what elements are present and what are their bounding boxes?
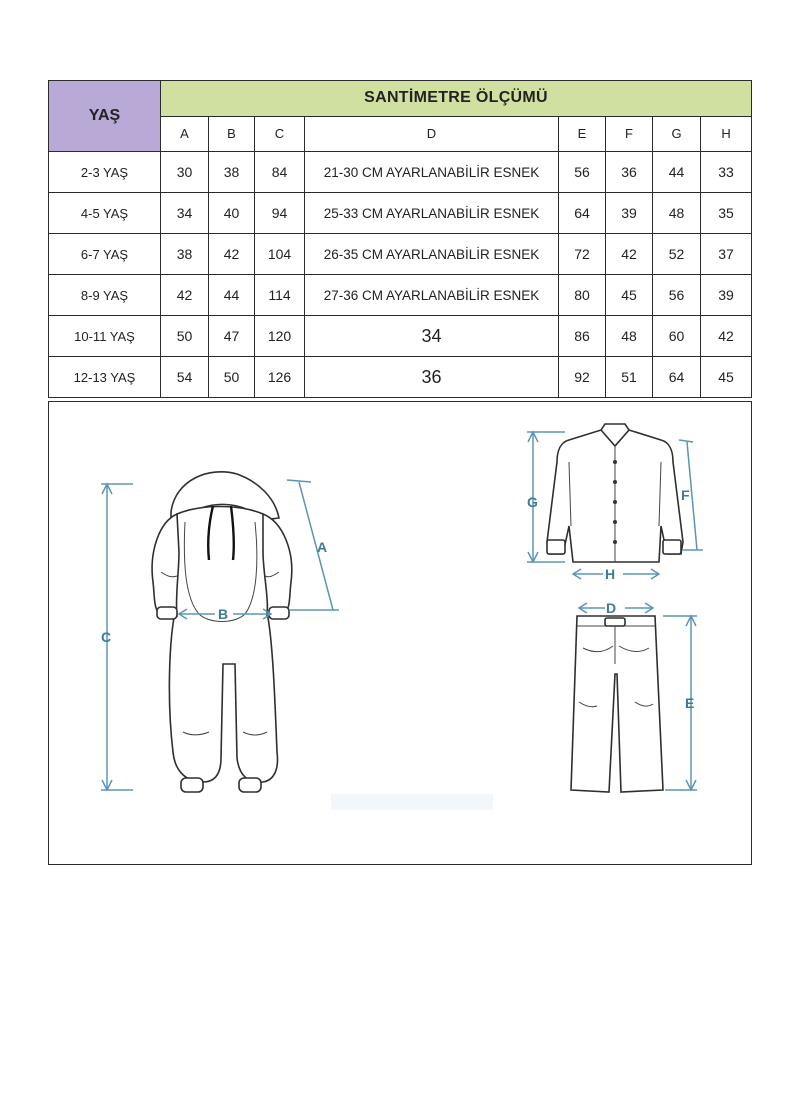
cell-a: 54 [161,357,209,398]
age-cell: 10-11 YAŞ [49,316,161,357]
cell-f: 42 [606,234,653,275]
cell-d: 25-33 CM AYARLANABİLİR ESNEK [305,193,559,234]
table-row [49,152,752,193]
cell-h: 42 [701,316,752,357]
cell-g: 60 [653,316,701,357]
cell-d: 21-30 CM AYARLANABİLİR ESNEK [305,152,559,193]
cell-g: 52 [653,234,701,275]
dimension-line-a [287,480,339,610]
cell-b: 42 [209,234,255,275]
cell-b: 44 [209,275,255,316]
cell-e: 80 [559,275,606,316]
cell-f: 51 [606,357,653,398]
cell-e: 64 [559,193,606,234]
cell-d: 26-35 CM AYARLANABİLİR ESNEK [305,234,559,275]
table-row [49,357,752,398]
cell-h: 37 [701,234,752,275]
cell-c: 104 [255,234,305,275]
label-d: D [606,600,617,616]
cell-f: 36 [606,152,653,193]
cell-g: 44 [653,152,701,193]
cell-g: 56 [653,275,701,316]
cell-e: 56 [559,152,606,193]
cell-f: 48 [606,316,653,357]
dimension-line-h [573,569,659,579]
cell-d: 27-36 CM AYARLANABİLİR ESNEK [305,275,559,316]
cell-e: 72 [559,234,606,275]
measurement-title: SANTİMETRE ÖLÇÜMÜ [161,81,752,117]
column-header-f: F [606,116,653,152]
column-header-e: E [559,116,606,152]
cell-b: 38 [209,152,255,193]
cell-d: 34 [305,316,559,357]
cell-c: 126 [255,357,305,398]
cell-b: 47 [209,316,255,357]
column-header-d: D [305,116,559,152]
measurement-diagram [48,401,752,865]
column-header-g: G [653,116,701,152]
label-c: C [101,629,112,645]
cell-f: 45 [606,275,653,316]
cell-h: 35 [701,193,752,234]
cell-h: 39 [701,275,752,316]
cell-c: 114 [255,275,305,316]
cell-c: 94 [255,193,305,234]
column-header-c: C [255,116,305,152]
column-header-b: B [209,116,255,152]
label-b: B [218,606,229,622]
label-f: F [681,487,690,503]
column-header-a: A [161,116,209,152]
age-cell: 2-3 YAŞ [49,152,161,193]
cell-c: 120 [255,316,305,357]
shirt-illustration [547,424,683,562]
cell-e: 86 [559,316,606,357]
label-a: A [317,539,328,555]
age-cell: 8-9 YAŞ [49,275,161,316]
age-cell: 6-7 YAŞ [49,234,161,275]
table-row [49,316,752,357]
cell-g: 64 [653,357,701,398]
label-h: H [605,566,616,582]
cell-e: 92 [559,357,606,398]
table-row [49,193,752,234]
garment-illustrations [49,402,751,864]
faint-bar [331,794,493,810]
cell-b: 40 [209,193,255,234]
cell-g: 48 [653,193,701,234]
pants-illustration [571,616,663,792]
age-cell: 4-5 YAŞ [49,193,161,234]
cell-b: 50 [209,357,255,398]
cell-a: 34 [161,193,209,234]
cell-f: 39 [606,193,653,234]
age-header: YAŞ [49,81,161,152]
size-chart-table [48,80,752,398]
cell-a: 30 [161,152,209,193]
jumpsuit-illustration [152,472,292,792]
age-cell: 12-13 YAŞ [49,357,161,398]
cell-h: 33 [701,152,752,193]
cell-d: 36 [305,357,559,398]
cell-a: 38 [161,234,209,275]
cell-a: 42 [161,275,209,316]
cell-h: 45 [701,357,752,398]
table-row [49,234,752,275]
cell-a: 50 [161,316,209,357]
label-g: G [527,494,538,510]
label-e: E [685,695,695,711]
table-row [49,275,752,316]
column-header-h: H [701,116,752,152]
cell-c: 84 [255,152,305,193]
